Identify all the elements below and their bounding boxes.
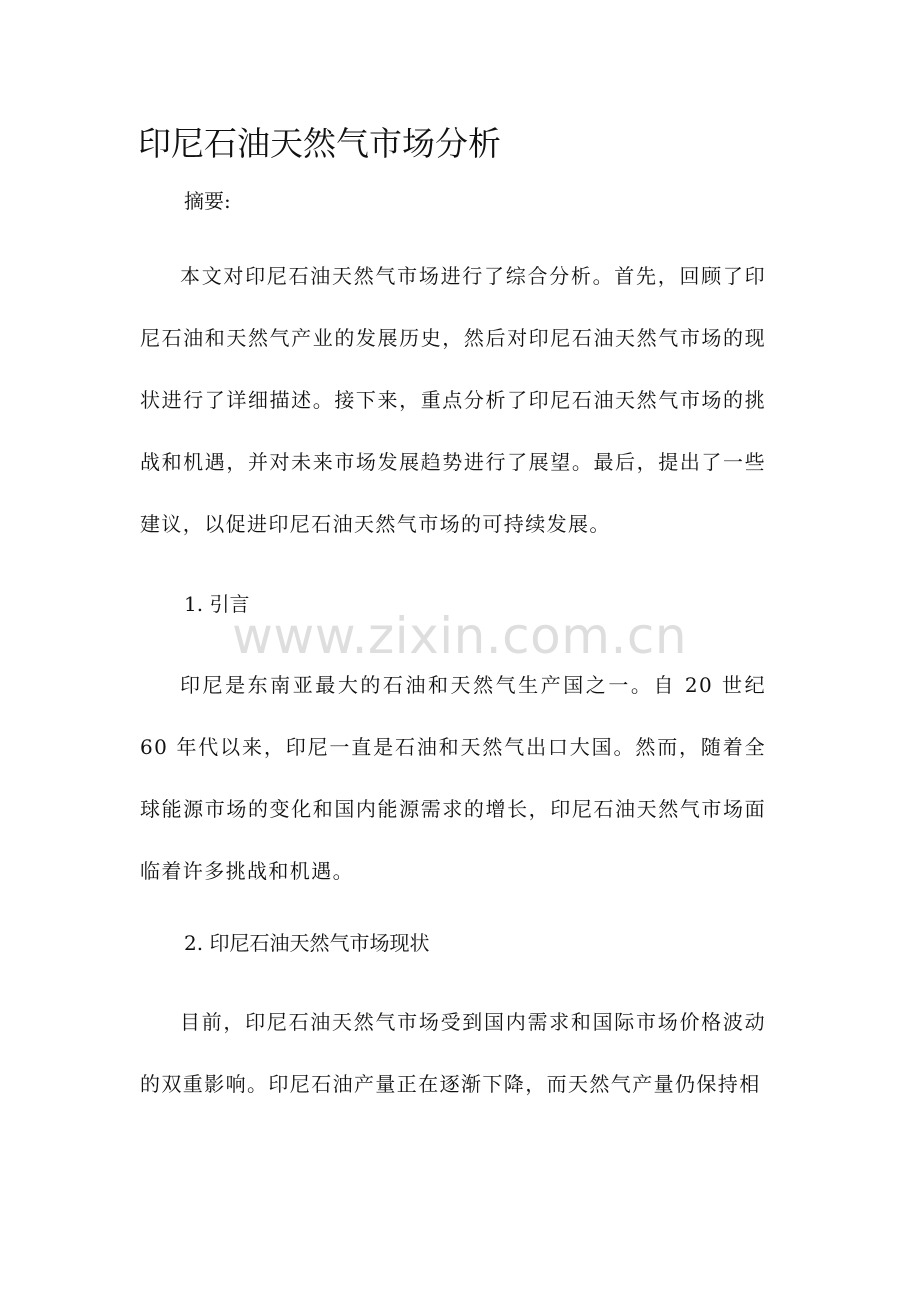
section-heading-market-status: 2. 印尼石油天然气市场现状 [184,931,430,955]
abstract-label: 摘要: [184,189,231,213]
abstract-paragraph: 本文对印尼石油天然气市场进行了综合分析。首先，回顾了印尼石油和天然气产业的发展历史，然后对印尼石油天然气市场的现状进行了详细描述。接下来，重点分析了印尼石油天然气市场的挑战和机遇，并对未来市场发展趋势进行了展望。最后，提出了一些建议，以促进印尼石油天然气市场的可持续发展。 [140,264,766,536]
introduction-paragraph: 印尼是东南亚最大的石油和天然气生产国之一。自 20 世纪 60 年代以来，印尼一直是石油和天然气出口大国。然而，随着全球能源市场的变化和国内能源需求的增长，印尼石油天然气市场面临着许多挑战和机遇。 [140,673,766,883]
watermark: www.zixin.com.cn [232,607,688,665]
section-heading-introduction: 1. 引言 [184,592,250,616]
page-title: 印尼石油天然气市场分析 [138,124,501,163]
market-status-paragraph: 目前，印尼石油天然气市场受到国内需求和国际市场价格波动的双重影响。印尼石油产量正在逐渐下降，而天然气产量仍保持相 [140,1010,766,1096]
